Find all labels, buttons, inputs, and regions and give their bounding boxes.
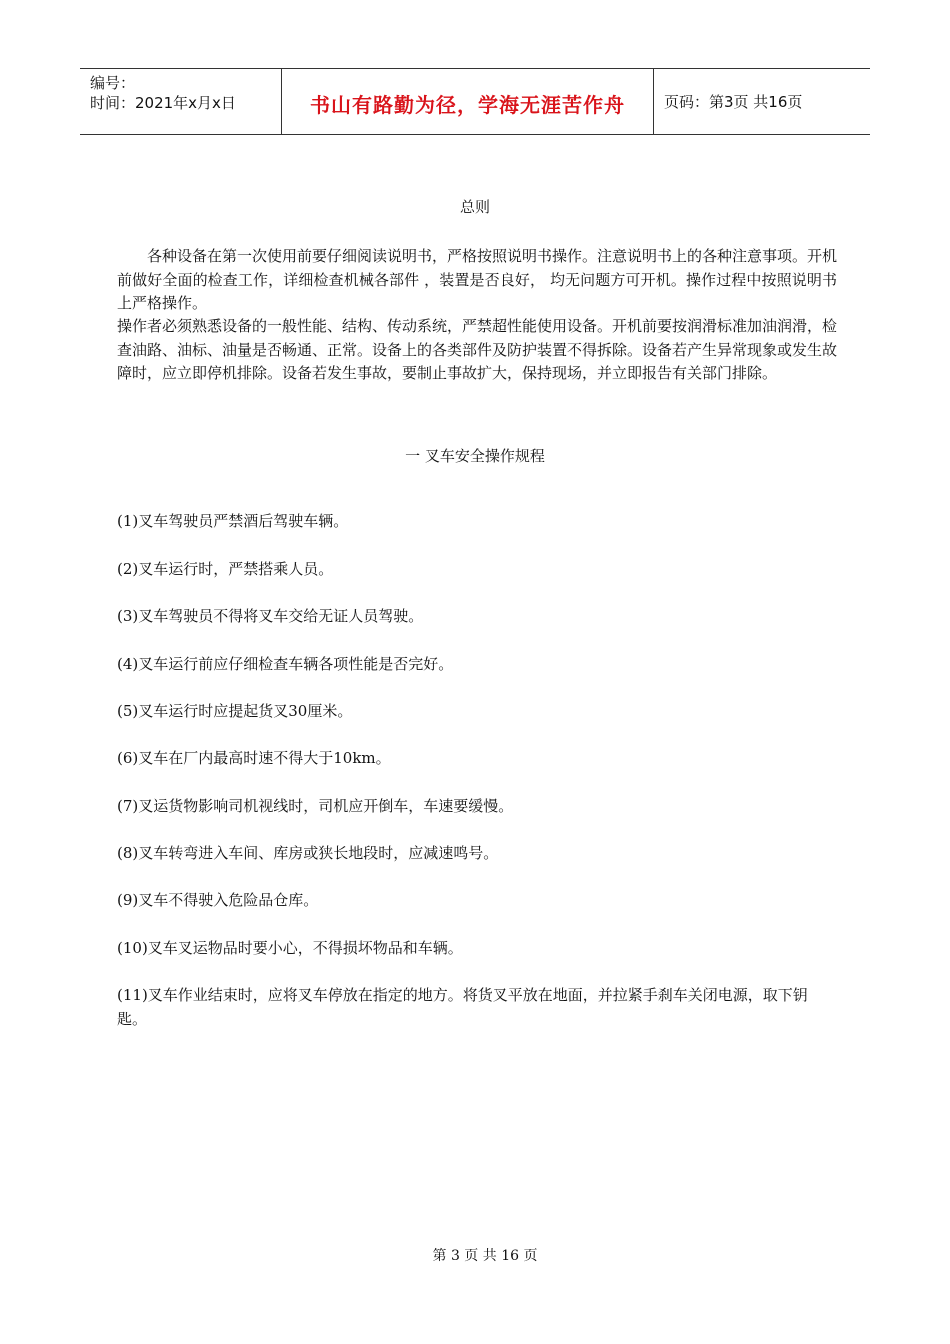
header-motto: 书山有路勤为径，学海无涯苦作舟: [310, 93, 625, 117]
list-item: (6)叉车在厂内最高时速不得大于10km。: [117, 749, 391, 767]
list-item: (8)叉车转弯进入车间、库房或狭长地段时，应减速鸣号。: [117, 844, 499, 862]
list-item: (1)叉车驾驶员严禁酒后驾驶车辆。: [117, 512, 349, 530]
header-page-label: 页码：第3页 共16页: [664, 93, 803, 111]
general-title: 总则: [459, 198, 490, 216]
document-header: [80, 68, 870, 135]
page-footer: 第 3 页 共 16 页: [432, 1248, 538, 1264]
header-motto-cell: [282, 69, 654, 134]
list-item: (9)叉车不得驶入危险品仓库。: [117, 891, 319, 909]
list-item: (10)叉车叉运物品时要小心，不得损坏物品和车辆。: [117, 939, 463, 957]
time-label: 时间：2021年x月x日: [90, 94, 236, 112]
general-paragraph-2: 操作者必须熟悉设备的一般性能、结构、传动系统，严禁超性能使用设备。开机前要按润滑标准加油润滑，检查油路、油标、油量是否畅通、正常。设备上的各类部件及防护装置不得拆除。设备若产生异常现象或发生故障时，应立即停机排除。设备若发生事故，要制止事故扩大，保持现场，并立即报告有关部门排除。: [117, 317, 838, 382]
general-paragraph-1: 各种设备在第一次使用前要仔细阅读说明书，严格按照说明书操作。注意说明书上的各种注意事项。开机前做好全面的检查工作，详细检查机械各部件 ，装置是否良好， 均无问题方可开机。操作过程中按照说明书上严格操作。: [117, 247, 838, 312]
number-label: 编号：: [90, 74, 136, 92]
header-page-cell: [654, 69, 870, 134]
list-item: (7)叉运货物影响司机视线时，司机应开倒车，车速要缓慢。: [117, 797, 514, 815]
list-item: (11)叉车作业结束时，应将叉车停放在指定的地方。将货叉平放在地面，并拉紧手刹车关闭电源，取下钥匙。: [117, 986, 808, 1028]
list-item: (5)叉车运行时应提起货叉30厘米。: [117, 702, 353, 720]
header-meta: [80, 69, 282, 134]
section-title: 一 叉车安全操作规程: [405, 447, 545, 465]
list-item: (4)叉车运行前应仔细检查车辆各项性能是否完好。: [117, 655, 454, 673]
list-item: (3)叉车驾驶员不得将叉车交给无证人员驾驶。: [117, 607, 424, 625]
list-item: (2)叉车运行时，严禁搭乘人员。: [117, 560, 334, 578]
